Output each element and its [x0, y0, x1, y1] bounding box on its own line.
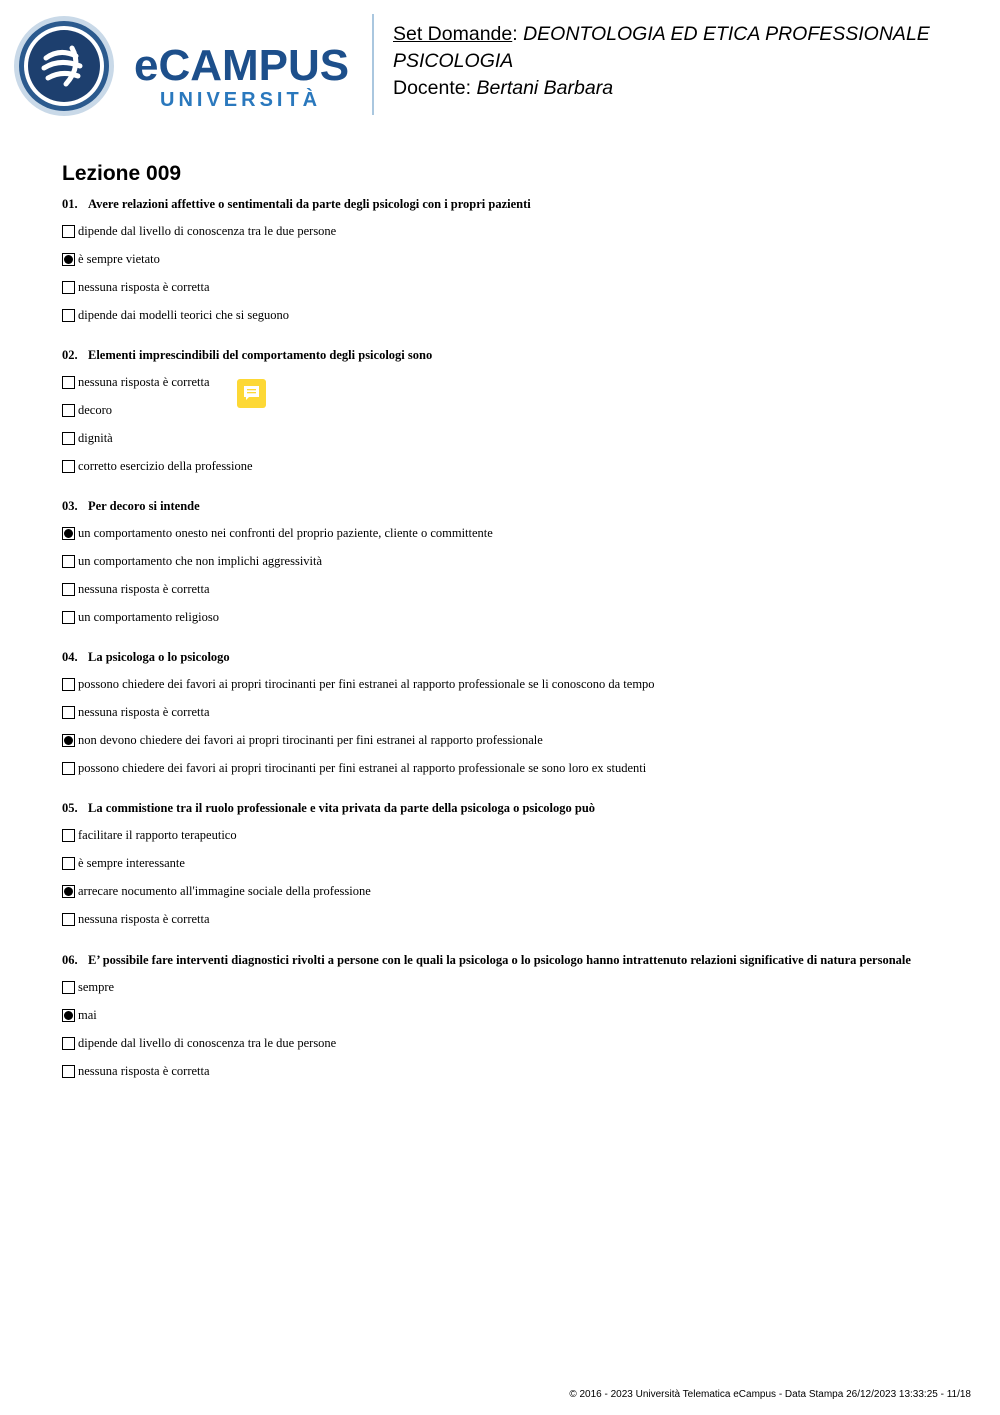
- question-title: [62, 801, 595, 816]
- answer-option[interactable]: [62, 553, 322, 569]
- answer-option[interactable]: [62, 1007, 97, 1023]
- checkbox-icon[interactable]: [62, 829, 75, 842]
- checkbox-icon[interactable]: [62, 583, 75, 596]
- checkbox-icon[interactable]: [62, 1037, 75, 1050]
- answer-option[interactable]: [62, 676, 655, 692]
- selected-dot-icon: [64, 887, 73, 896]
- checkbox-icon[interactable]: [62, 1065, 75, 1078]
- checked-checkbox-icon[interactable]: [62, 734, 75, 747]
- answer-label: non devono chiedere dei favori ai propri tirocinanti per fini estranei al rapporto professionale: [78, 732, 543, 747]
- answer-label: dipende dal livello di conoscenza tra le due persone: [78, 223, 337, 238]
- comment-icon[interactable]: [237, 379, 266, 408]
- answer-option[interactable]: [62, 827, 237, 843]
- answer-option[interactable]: [62, 223, 336, 239]
- checkbox-icon[interactable]: [62, 404, 75, 417]
- answer-label: sempre: [78, 979, 115, 994]
- answer-label: dipende dal livello di conoscenza tra le due persone: [78, 1035, 337, 1050]
- answer-option[interactable]: [62, 458, 253, 474]
- answer-option[interactable]: [62, 279, 210, 295]
- checkbox-icon[interactable]: [62, 981, 75, 994]
- header-divider: [372, 14, 374, 115]
- teacher-name: Bertani Barbara: [476, 77, 614, 99]
- lesson-title: Lezione 009: [62, 162, 182, 185]
- question-number: 05.: [62, 801, 78, 815]
- checkbox-icon[interactable]: [62, 281, 75, 294]
- page-header: [0, 0, 1000, 130]
- answer-label: nessuna risposta è corretta: [78, 374, 210, 389]
- answer-option[interactable]: [62, 704, 210, 720]
- selected-dot-icon: [64, 736, 73, 745]
- answer-label: è sempre vietato: [78, 251, 160, 266]
- set-info: [393, 21, 953, 102]
- question-text: La psicologa o lo psicologo: [88, 650, 230, 664]
- set-separator: :: [512, 23, 524, 45]
- set-title-line1: DEONTOLOGIA ED ETICA PROFESSIONALE: [523, 23, 930, 45]
- answer-label: un comportamento che non implichi aggressività: [78, 553, 323, 568]
- answer-option[interactable]: [62, 855, 185, 871]
- comment-glyph: [243, 385, 260, 402]
- answer-option[interactable]: [62, 979, 114, 995]
- checkbox-icon[interactable]: [62, 706, 75, 719]
- question-text: Per decoro si intende: [88, 499, 200, 513]
- checkbox-icon[interactable]: [62, 309, 75, 322]
- answer-option[interactable]: [62, 911, 210, 927]
- logo-sub-text: UNIVERSITÀ: [160, 89, 322, 111]
- answer-option[interactable]: [62, 581, 210, 597]
- checked-checkbox-icon[interactable]: [62, 527, 75, 540]
- answer-option[interactable]: [62, 525, 493, 541]
- checkbox-icon[interactable]: [62, 762, 75, 775]
- answer-label: un comportamento religioso: [78, 609, 219, 624]
- answer-option[interactable]: [62, 609, 219, 625]
- selected-dot-icon: [64, 529, 73, 538]
- answer-label: è sempre interessante: [78, 855, 185, 870]
- answer-label: nessuna risposta è corretta: [78, 581, 210, 596]
- checkbox-icon[interactable]: [62, 913, 75, 926]
- checkbox-icon[interactable]: [62, 460, 75, 473]
- answer-label: nessuna risposta è corretta: [78, 1063, 210, 1078]
- question-title: [62, 348, 432, 363]
- answer-label: un comportamento onesto nei confronti del proprio paziente, cliente o committente: [78, 525, 493, 540]
- answer-label: possono chiedere dei favori ai propri tirocinanti per fini estranei al rapporto professionale se li conoscono da tempo: [78, 676, 655, 691]
- answer-label: nessuna risposta è corretta: [78, 279, 210, 294]
- answer-label: possono chiedere dei favori ai propri tirocinanti per fini estranei al rapporto professionale se sono loro ex studenti: [78, 760, 647, 775]
- checkbox-icon[interactable]: [62, 432, 75, 445]
- answer-label: facilitare il rapporto terapeutico: [78, 827, 237, 842]
- checkbox-icon[interactable]: [62, 376, 75, 389]
- answer-label: dignità: [78, 430, 113, 445]
- question-text: La commistione tra il ruolo professionale e vita privata da parte della psicologa o psicologo può: [88, 801, 596, 815]
- checkbox-icon[interactable]: [62, 225, 75, 238]
- answer-option[interactable]: [62, 1035, 336, 1051]
- checked-checkbox-icon[interactable]: [62, 253, 75, 266]
- question-text: Avere relazioni affettive o sentimentali da parte degli psicologi con i propri pazienti: [88, 197, 531, 211]
- checked-checkbox-icon[interactable]: [62, 885, 75, 898]
- set-title-line2: PSICOLOGIA: [393, 50, 514, 72]
- question-text: Elementi imprescindibili del comportamento degli psicologi sono: [88, 348, 433, 362]
- answer-label: decoro: [78, 402, 113, 417]
- question-title: [62, 650, 230, 665]
- question-number: 03.: [62, 499, 78, 513]
- answer-option[interactable]: [62, 760, 646, 776]
- answer-option[interactable]: [62, 307, 289, 323]
- answer-label: dipende dai modelli teorici che si seguono: [78, 307, 290, 322]
- answer-label: arrecare nocumento all'immagine sociale della professione: [78, 883, 371, 898]
- question-text: E’ possibile fare interventi diagnostici rivolti a persone con le quali la psicologa o lo psicologo hanno intrattenuto relazioni significative di natura personale: [88, 953, 911, 967]
- answer-option[interactable]: [62, 402, 112, 418]
- question-number: 04.: [62, 650, 78, 664]
- answer-option[interactable]: [62, 1063, 210, 1079]
- checkbox-icon[interactable]: [62, 678, 75, 691]
- answer-option[interactable]: [62, 732, 543, 748]
- logo-brand-text: eCAMPUS: [134, 41, 350, 90]
- question-number: 06.: [62, 953, 78, 967]
- set-label: Set Domande: [393, 23, 513, 45]
- answer-label: nessuna risposta è corretta: [78, 911, 210, 926]
- answer-label: nessuna risposta è corretta: [78, 704, 210, 719]
- checkbox-icon[interactable]: [62, 555, 75, 568]
- answer-label: mai: [78, 1007, 97, 1022]
- checkbox-icon[interactable]: [62, 611, 75, 624]
- question-title: [62, 499, 200, 514]
- page-footer: © 2016 - 2023 Università Telematica eCampus - Data Stampa 26/12/2023 13:33:25 - 11/18: [569, 1389, 971, 1400]
- answer-option[interactable]: [62, 374, 210, 390]
- answer-option[interactable]: [62, 883, 371, 899]
- checked-checkbox-icon[interactable]: [62, 1009, 75, 1022]
- answer-option[interactable]: [62, 430, 113, 446]
- answer-option[interactable]: [62, 251, 160, 267]
- question-number: 02.: [62, 348, 78, 362]
- answer-label: corretto esercizio della professione: [78, 458, 253, 473]
- teacher-label: Docente:: [393, 77, 477, 99]
- question-title: [62, 197, 531, 212]
- question-title: [62, 953, 911, 968]
- ecampus-logo: [14, 14, 359, 118]
- checkbox-icon[interactable]: [62, 857, 75, 870]
- question-number: 01.: [62, 197, 78, 211]
- selected-dot-icon: [64, 255, 73, 264]
- selected-dot-icon: [64, 1011, 73, 1020]
